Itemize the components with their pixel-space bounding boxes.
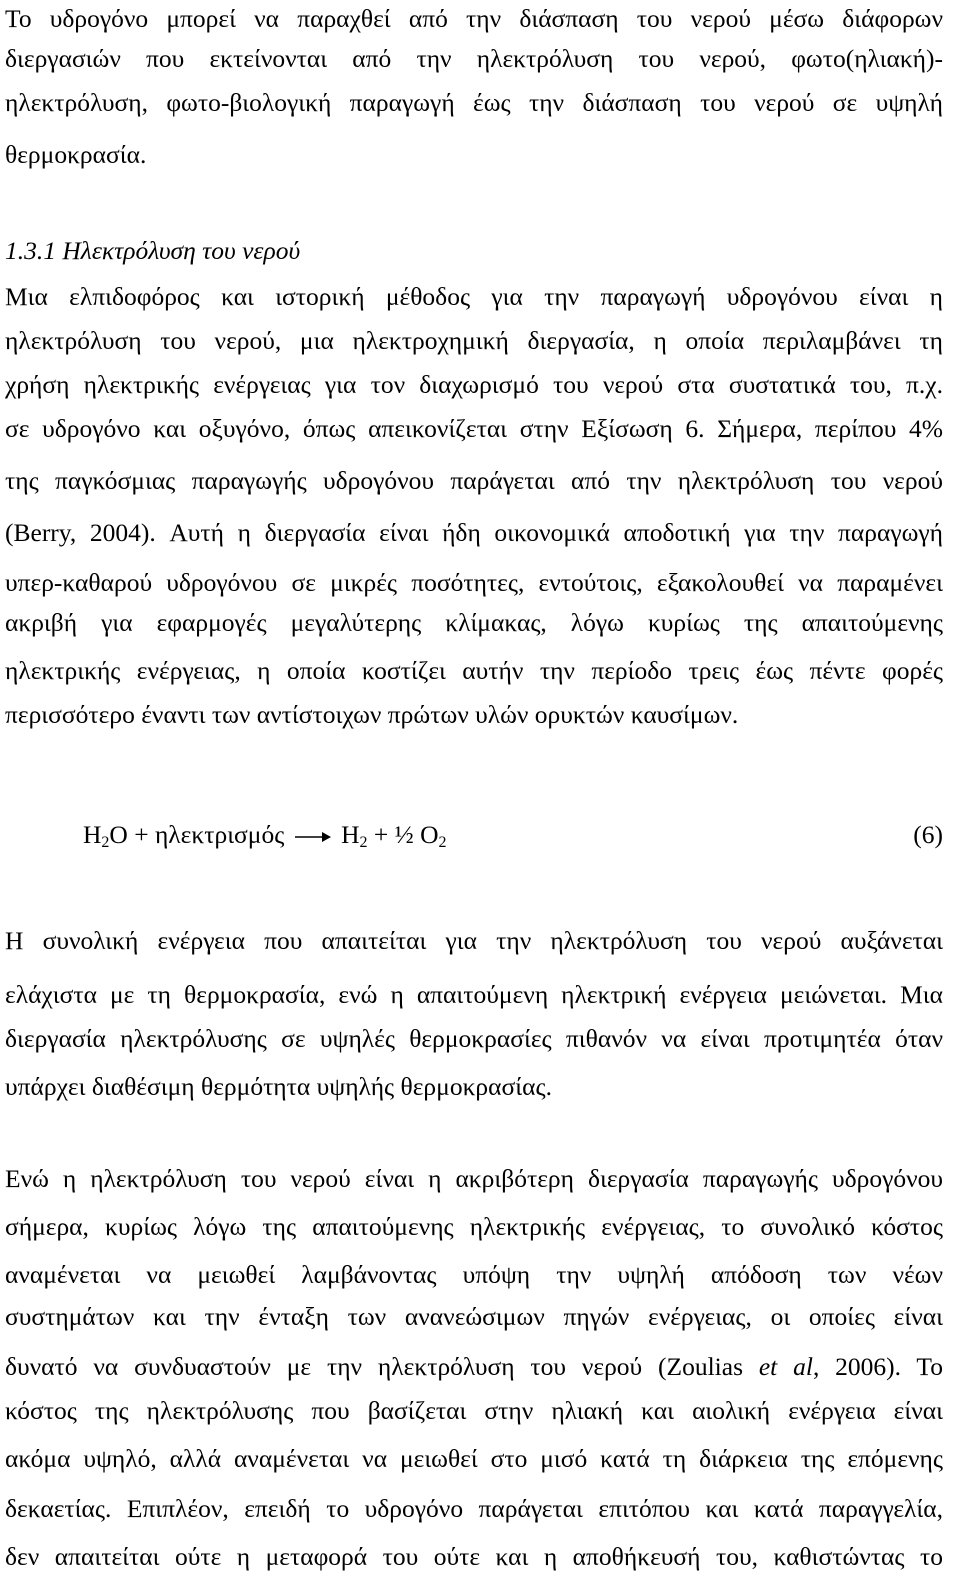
para1-line-10: περισσότερο έναντι των αντίστοιχων πρώτων υλών ορυκτών καυσίμων. xyxy=(5,700,739,729)
intro-line-1: Το υδρογόνο μπορεί να παραχθεί από την διάσπαση του νερού μέσω διάφορων xyxy=(5,4,943,33)
equation-sub-2: 2 xyxy=(101,834,110,851)
para2-line-3: διεργασία ηλεκτρόλυσης σε υψηλές θερμοκρασίες πιθανόν να είναι προτιμητέα όταν xyxy=(5,1024,943,1053)
para2-line-2: ελάχιστα με τη θερμοκρασία, ενώ η απαιτούμενη ηλεκτρική ενέργεια μειώνεται. Μια xyxy=(5,980,943,1009)
citation-et-al: et al xyxy=(758,1352,813,1381)
equation-sub-2c: 2 xyxy=(438,834,447,851)
para3-line-1: Ενώ η ηλεκτρόλυση του νερού είναι η ακριβότερη διεργασία παραγωγής υδρογόνου xyxy=(5,1164,943,1193)
para1-line-5: της παγκόσμιας παραγωγής υδρογόνου παράγεται από την ηλεκτρόλυση του νερού xyxy=(5,466,943,495)
equation-number: (6) xyxy=(913,820,943,849)
para2-line-1: Η συνολική ενέργεια που απαιτείται για την ηλεκτρόλυση του νερού αυξάνεται xyxy=(5,926,943,955)
equation-h2: H xyxy=(341,820,360,849)
para1-line-8: ακριβή για εφαρμογές μεγαλύτερης κλίμακας, λόγω κυρίως της απαιτούμενης xyxy=(5,608,943,637)
para3-line-2: σήμερα, κυρίως λόγω της απαιτούμενης ηλεκτρικής ενέργειας, το συνολικό κόστος xyxy=(5,1212,943,1241)
para3-line-4: συστημάτων και την ένταξη των ανανεώσιμων πηγών ενέργειας, οι οποίες είναι xyxy=(5,1302,943,1331)
citation-text-after: , 2006). Το xyxy=(812,1352,943,1381)
para1-line-1: Μια ελπιδοφόρος και ιστορική μέθοδος για την παραγωγή υδρογόνου είναι η xyxy=(5,282,943,311)
intro-line-4: θερμοκρασία. xyxy=(5,140,147,169)
citation-text-before: δυνατό να συνδυαστούν με την ηλεκτρόλυση του νερού (Zoulias xyxy=(5,1352,759,1381)
equation-h: H xyxy=(83,820,102,849)
para1-line-7: υπερ-καθαρού υδρογόνου σε μικρές ποσότητες, εντούτοις, εξακολουθεί να παραμένει xyxy=(5,568,943,597)
para2-line-4: υπάρχει διαθέσιμη θερμότητα υψηλής θερμοκρασίας. xyxy=(5,1072,552,1101)
equation xyxy=(83,820,447,850)
para3-line-9: δεν απαιτείται ούτε η μεταφορά του ούτε και η αποθήκευσή του, καθιστώντας το xyxy=(5,1542,943,1571)
reaction-arrow-icon xyxy=(295,831,331,843)
para3-line-8: δεκαετίας. Επιπλέον, επειδή το υδρογόνο παράγεται επιτόπου και κατά παραγγελία, xyxy=(5,1494,943,1523)
para1-line-9: ηλεκτρικής ενέργειας, η οποία κοστίζει αυτήν την περίοδο τρεις έως πέντε φορές xyxy=(5,656,943,685)
para3-line-3: αναμένεται να μειωθεί λαμβάνοντας υπόψη την υψηλή απόδοση των νέων xyxy=(5,1260,943,1289)
para1-line-2: ηλεκτρόλυση του νερού, μια ηλεκτροχημική διεργασία, η οποία περιλαμβάνει τη xyxy=(5,326,943,355)
para1-line-6: (Berry, 2004). Αυτή η διεργασία είναι ήδη οικονομικά αποδοτική για την παραγωγή xyxy=(5,518,943,547)
intro-line-2: διεργασιών που εκτείνονται από την ηλεκτρόλυση του νερού, φωτο(ηλιακή)- xyxy=(5,44,943,73)
para1-line-3: χρήση ηλεκτρικής ενέργειας για τον διαχωρισμό του νερού στα συστατικά του, π.χ. xyxy=(5,370,943,399)
equation-o-plus-electricity: O + ηλεκτρισμός xyxy=(109,820,285,849)
para1-line-4: σε υδρογόνο και οξυγόνο, όπως απεικονίζεται στην Εξίσωση 6. Σήμερα, περίπου 4% xyxy=(5,414,943,443)
para3-line-7: ακόμα υψηλό, αλλά αναμένεται να μειωθεί στο μισό κατά τη διάρκεια της επόμενης xyxy=(5,1444,943,1473)
para3-line-6: κόστος της ηλεκτρόλυσης που βασίζεται στην ηλιακή και αιολική ενέργεια είναι xyxy=(5,1396,943,1425)
para3-line-5 xyxy=(5,1352,943,1382)
section-heading: 1.3.1 Ηλεκτρόλυση του νερού xyxy=(5,236,301,265)
equation-half-o: + ½ O xyxy=(367,820,439,849)
equation-sub-2b: 2 xyxy=(359,834,368,851)
intro-line-3: ηλεκτρόλυση, φωτο-βιολογική παραγωγή έως την διάσπαση του νερού σε υψηλή xyxy=(5,88,943,117)
